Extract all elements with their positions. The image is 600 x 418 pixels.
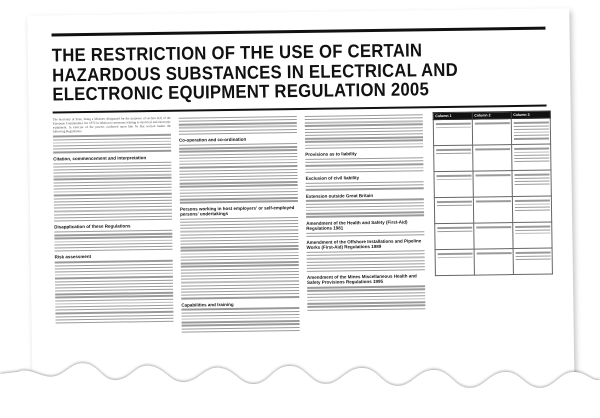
text-column-1	[53, 116, 174, 326]
section-heading: Citation, commencement and interpretation	[53, 154, 147, 162]
section-heading: Persons working in host employers' or self-employed persons' undertakings	[179, 204, 295, 217]
table-header: Column 1	[433, 112, 472, 120]
section-heading: Capabilities and training	[181, 301, 234, 308]
section-heading: Amendment of the Offshore Installations and Pipeline Works (First-Aid) Regulations 1989	[306, 238, 422, 250]
schedule-column	[433, 111, 553, 277]
table-row	[434, 144, 551, 172]
section-heading: Amendment of the Health and Safety (First-Aid) Regulations 1981	[306, 219, 408, 231]
intro-paragraph: The Secretary of State, being a Minister designated for the purposes of section 2(2) of the European Communities Act 1972 in relation to measures relating to electrical and electronic equipment, in exercise of the powers conferred upon him by that section makes the following Regulations.	[52, 115, 171, 134]
table-row	[435, 222, 552, 250]
text-column-2	[179, 114, 300, 335]
section-heading: Provisions as to liability	[305, 151, 357, 157]
section-heading: Extension outside Great Britain	[305, 192, 374, 199]
document-title: THE RESTRICTION OF THE USE OF CERTAIN HAZARDOUS SUBSTANCES IN ELECTRICAL AND ELECTRONIC EQUIPMENT REGULATION 2005	[51, 39, 459, 105]
regulation-document-sheet	[27, 8, 574, 411]
section-heading: Co-operation and co-ordination	[178, 136, 247, 143]
table-row	[434, 196, 551, 224]
table-header: Column 3	[511, 111, 550, 119]
text-column-3	[305, 112, 426, 312]
table-row	[435, 248, 552, 276]
table-header: Column 2	[472, 112, 511, 120]
schedule-table	[433, 111, 553, 277]
section-heading: Risk assessment	[54, 254, 92, 260]
top-rule	[52, 27, 546, 37]
table-row	[433, 118, 550, 146]
table-row	[434, 170, 551, 198]
section-heading: Disapplication of these Regulations	[54, 223, 131, 230]
section-heading: Amendment of the Mines Miscellaneous Health and Safety Provisions Regulations 1995	[306, 273, 417, 286]
section-heading: Exclusion of civil liability	[305, 175, 360, 181]
